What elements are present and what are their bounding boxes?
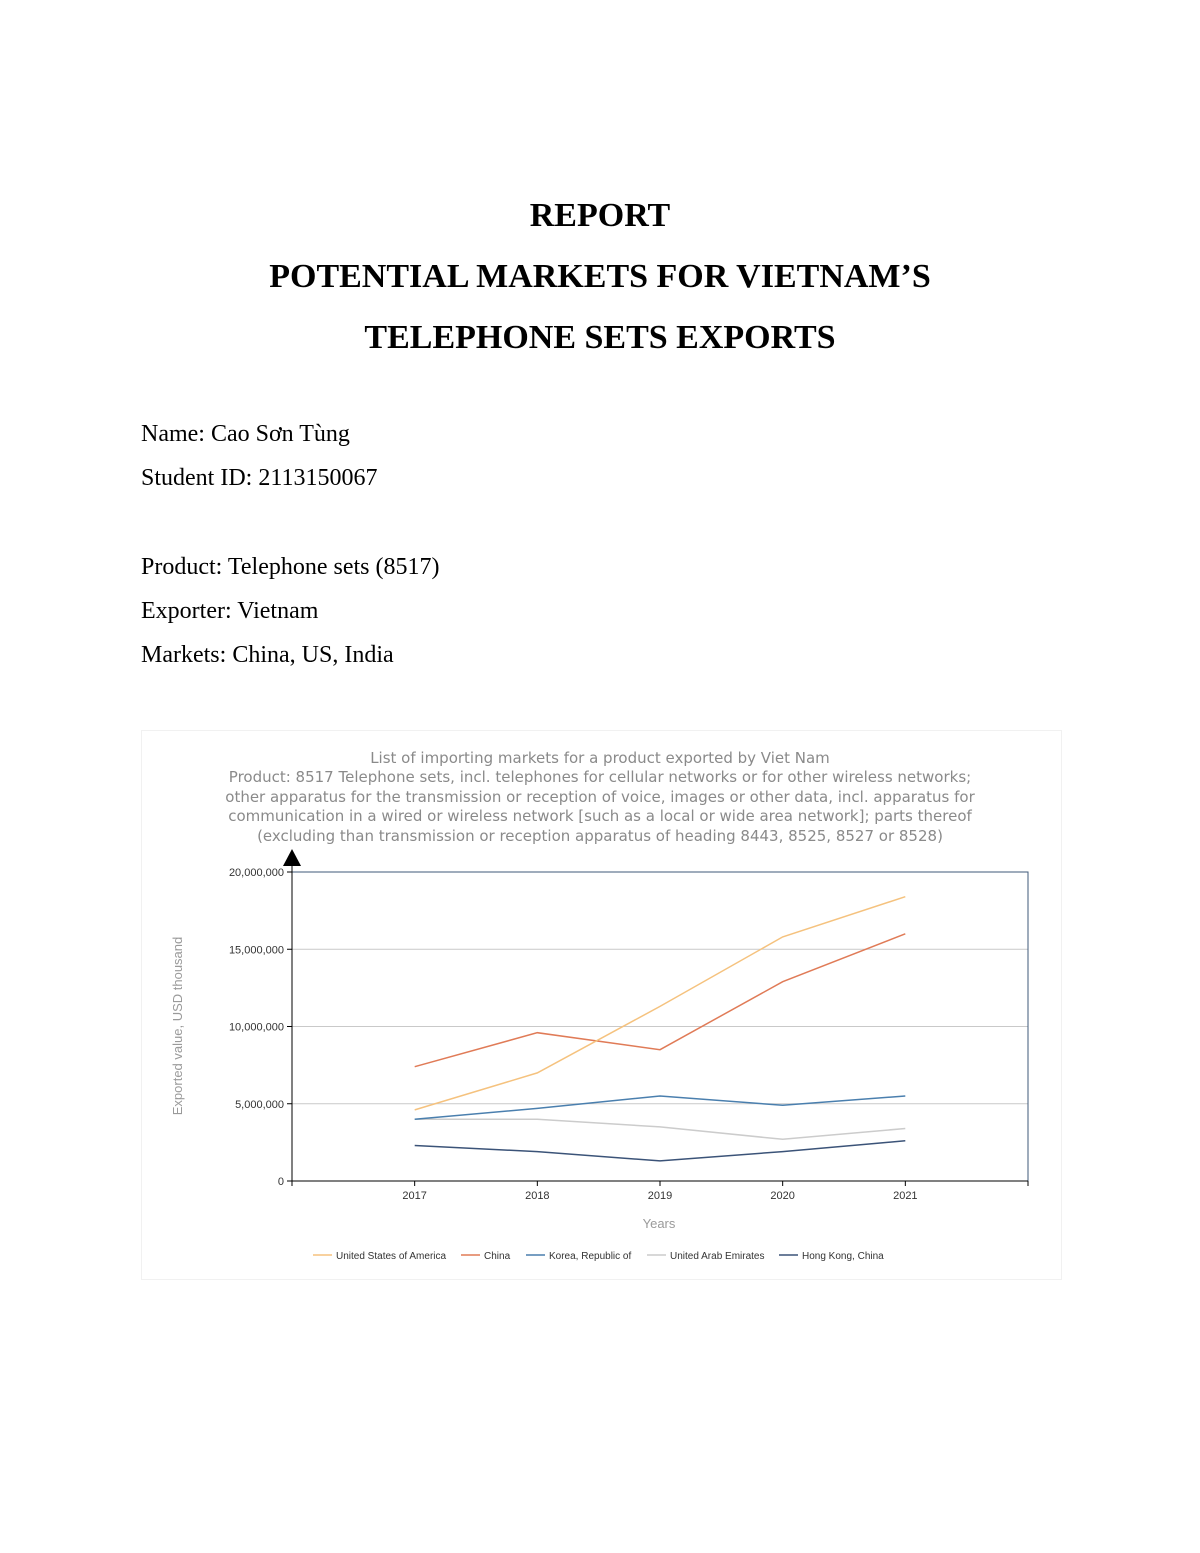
series-line-korea-republic-of: [415, 1096, 906, 1119]
legend-label-china: China: [484, 1251, 511, 1262]
chart-title: [225, 749, 975, 845]
series-line-united-states-of-america: [415, 897, 906, 1110]
x-tick-label: 2021: [893, 1190, 918, 1202]
y-tick-label: 0: [277, 1176, 284, 1188]
series-line-china: [415, 934, 906, 1067]
exporter-line: Exporter: Vietnam: [141, 598, 319, 624]
legend-label-korea-republic-of: Korea, Republic of: [549, 1251, 632, 1262]
series-lines: [415, 897, 906, 1161]
chart-title-line-4: communication in a wired or wireless network [such as a local or wide area network]; parts thereof: [228, 807, 972, 825]
export-chart-svg: [142, 731, 1061, 1279]
legend-label-united-states-of-america: United States of America: [336, 1251, 447, 1262]
chart-title-line-3: other apparatus for the transmission or reception of voice, images or other data, incl. apparatus for: [225, 788, 975, 806]
chart-title-line-1: List of importing markets for a product exported by Viet Nam: [370, 749, 830, 767]
student-name: Name: Cao Sơn Tùng: [141, 421, 350, 447]
report-title-line-1: REPORT: [529, 197, 671, 234]
student-id: Student ID: 2113150067: [141, 465, 378, 491]
y-tick-label: 5,000,000: [235, 1098, 284, 1111]
report-title-line-2: POTENTIAL MARKETS FOR VIETNAM’S: [269, 258, 931, 295]
grid-lines: [292, 949, 1028, 1104]
export-chart: [141, 730, 1062, 1280]
legend-label-hong-kong-china: Hong Kong, China: [802, 1251, 884, 1262]
y-tick-label: 10,000,000: [228, 1021, 284, 1034]
x-tick-label: 2020: [770, 1190, 795, 1202]
y-axis-arrow-icon: [283, 849, 301, 866]
x-tick-label: 2018: [525, 1190, 550, 1202]
report-title-line-3: TELEPHONE SETS EXPORTS: [364, 319, 836, 356]
x-tick-label: 2017: [402, 1190, 427, 1202]
y-axis-title: Exported value, USD thousand: [170, 936, 185, 1116]
chart-title-line-5: (excluding than transmission or reception apparatus of heading 8443, 8525, 8527 or 8528): [257, 827, 943, 845]
chart-legend: [313, 1251, 884, 1262]
series-line-united-arab-emirates: [415, 1119, 906, 1139]
legend-label-united-arab-emirates: United Arab Emirates: [670, 1251, 765, 1262]
chart-title-line-2: Product: 8517 Telephone sets, incl. telephones for cellular networks or for other wireless networks;: [228, 768, 972, 786]
x-ticks: [402, 1181, 1028, 1202]
y-tick-label: 15,000,000: [228, 944, 284, 957]
report-title: [0, 185, 1200, 368]
markets-line: Markets: China, US, India: [141, 642, 394, 668]
y-ticks: [229, 867, 292, 1188]
series-line-hong-kong-china: [415, 1141, 906, 1161]
x-tick-label: 2019: [647, 1190, 673, 1202]
x-axis-title: Years: [642, 1216, 676, 1231]
y-tick-label: 20,000,000: [228, 867, 284, 879]
product-line: Product: Telephone sets (8517): [141, 554, 440, 580]
